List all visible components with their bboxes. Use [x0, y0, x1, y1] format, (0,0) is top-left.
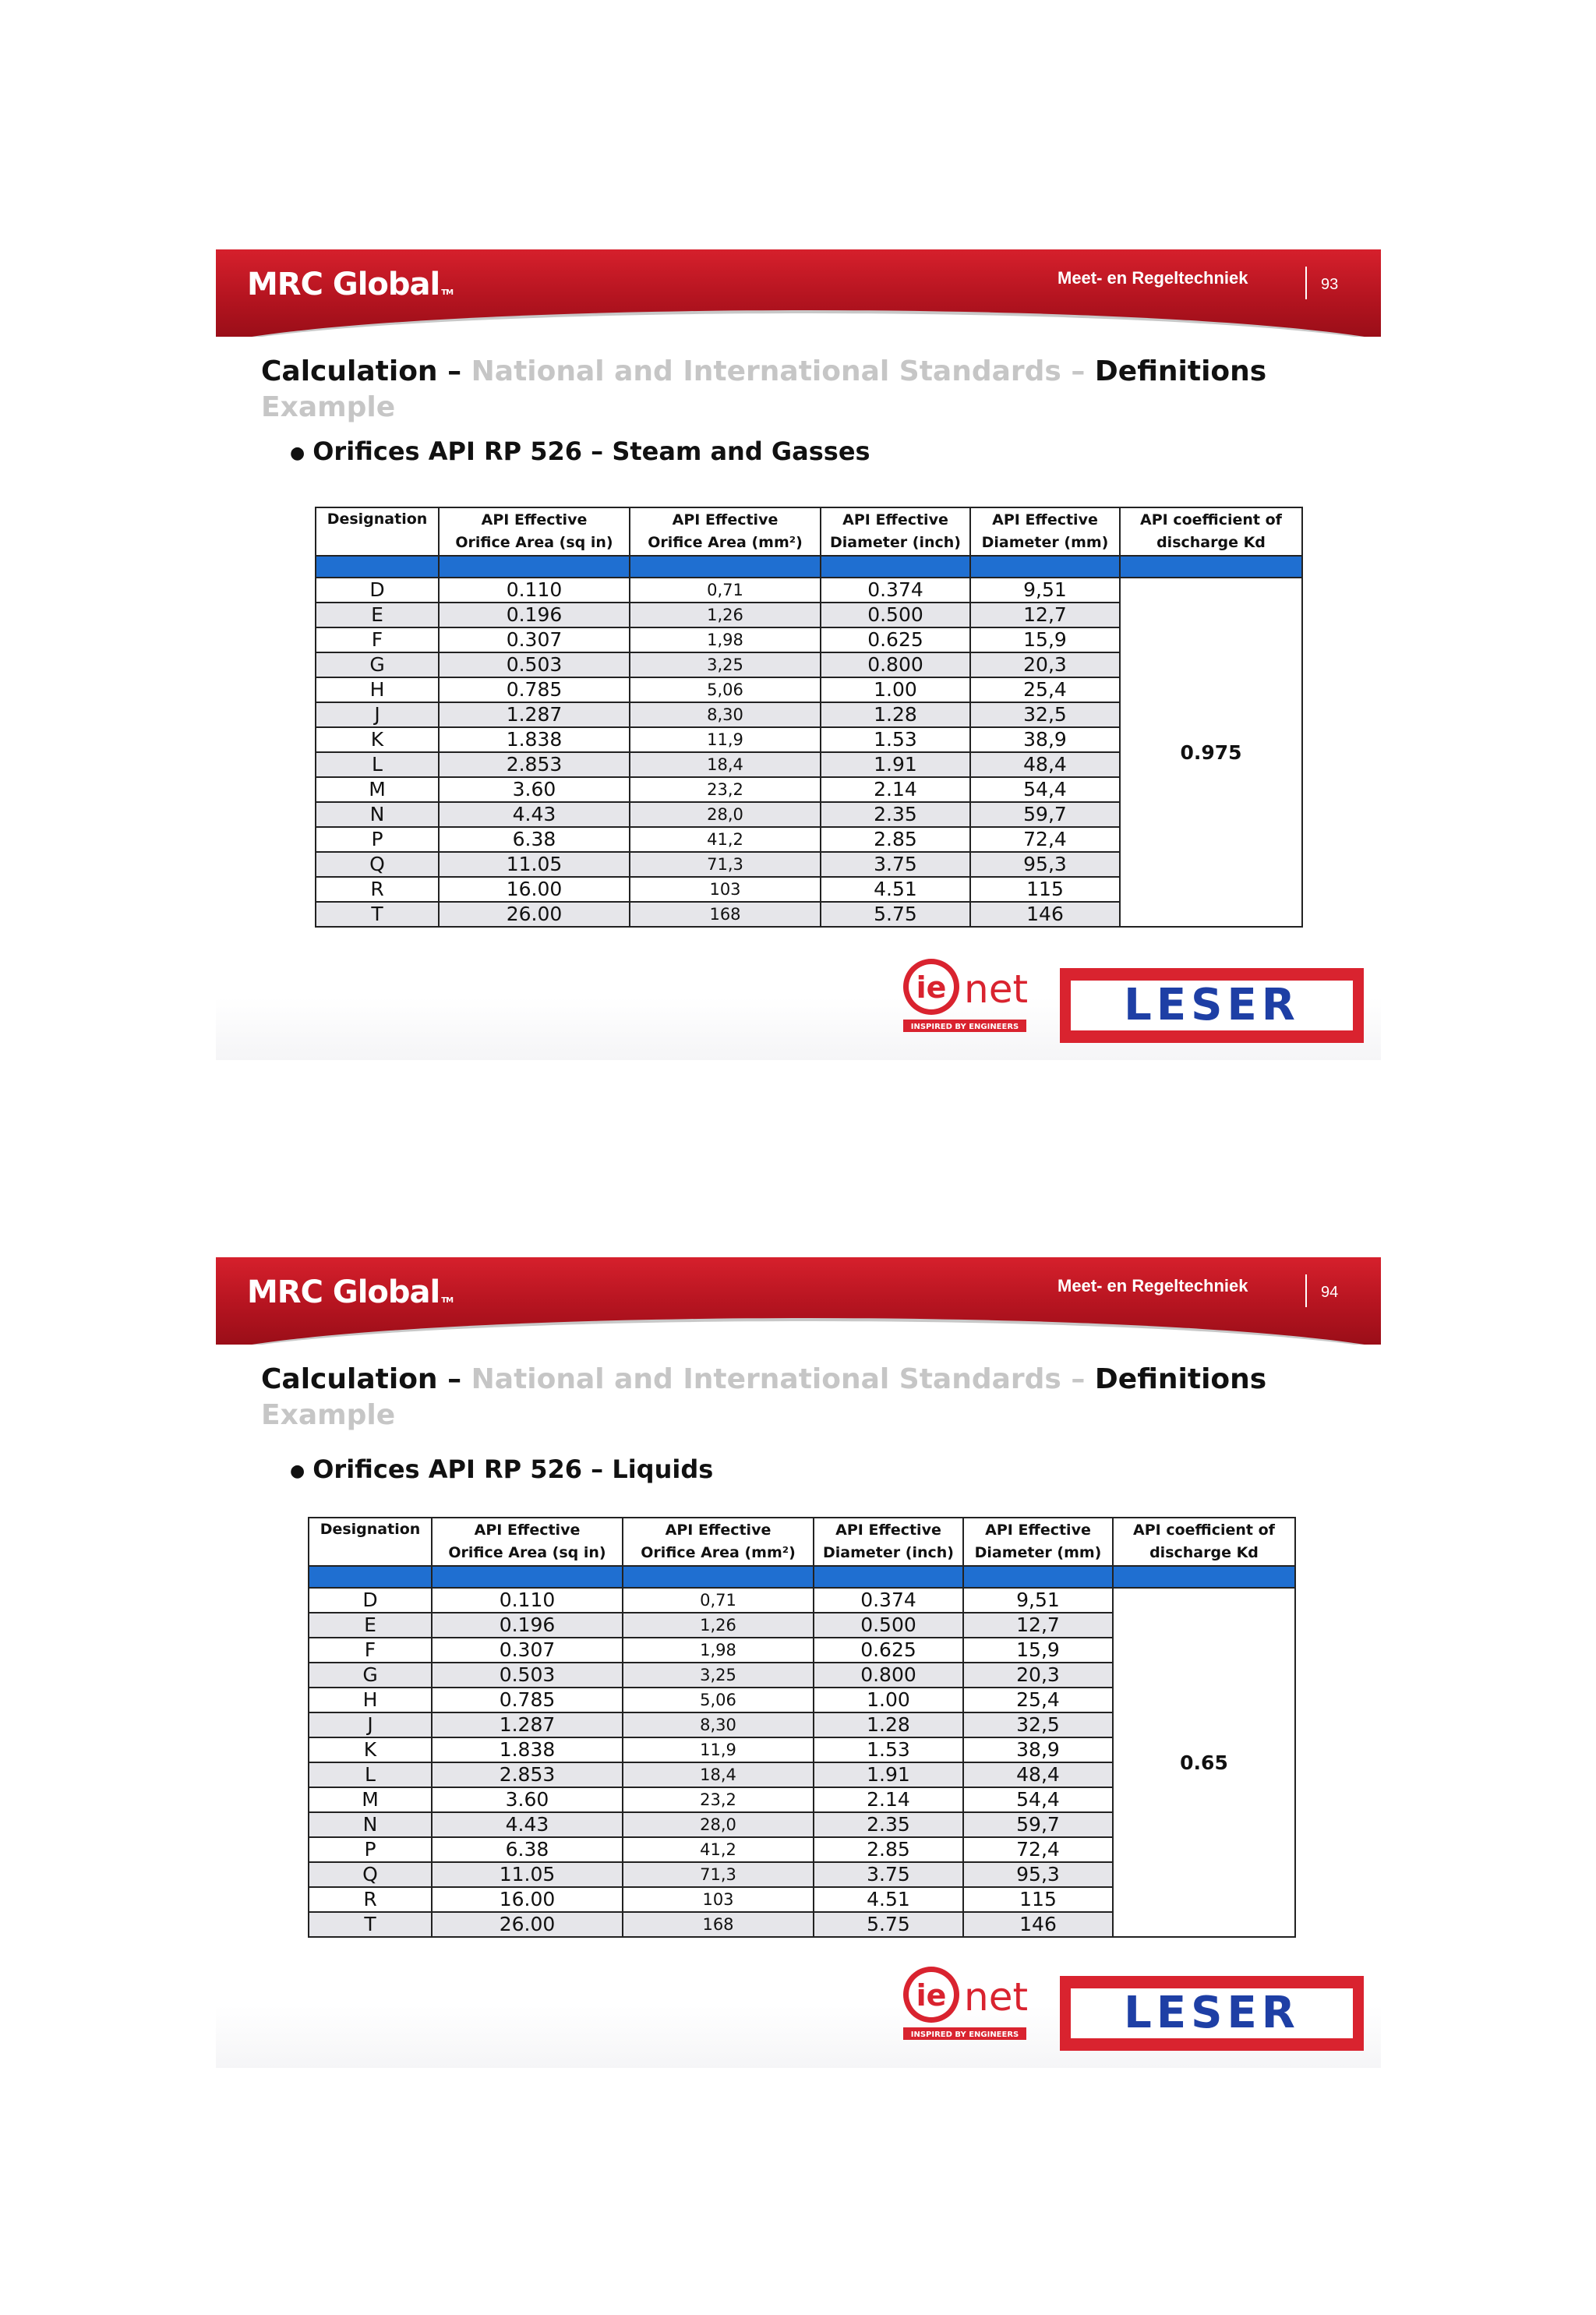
bullet-point [290, 1454, 713, 1484]
column-header [814, 1518, 963, 1566]
table-cell: 0.625 [821, 627, 970, 652]
table-cell: F [309, 1638, 432, 1663]
table-cell: 0.785 [432, 1688, 623, 1712]
table-cell: 72,4 [963, 1837, 1113, 1862]
table-cell: 168 [630, 902, 821, 927]
table-cell: 0.374 [814, 1588, 963, 1613]
table-cell: 11,9 [623, 1737, 814, 1762]
table-cell: 1,98 [623, 1638, 814, 1663]
mrc-global-logo: MRC Global TM [247, 267, 454, 302]
table-cell: 1.91 [821, 752, 970, 777]
table-cell: 115 [970, 877, 1120, 902]
table-cell: 23,2 [623, 1787, 814, 1812]
table-row [316, 578, 1302, 603]
column-header-line: API Effective [474, 1522, 581, 1539]
table-cell: 48,4 [970, 752, 1120, 777]
table-cell: 11.05 [439, 852, 630, 877]
table-cell: 2.35 [821, 802, 970, 827]
table-cell: 5.75 [821, 902, 970, 927]
table-cell: H [309, 1688, 432, 1712]
bullet-text: Orifices API RP 526 – Liquids [312, 1454, 714, 1484]
table-cell: 3.60 [439, 777, 630, 802]
table-cell: 20,3 [963, 1663, 1113, 1688]
table-cell: 4.51 [821, 877, 970, 902]
table-cell: 0,71 [630, 578, 821, 603]
table-cell: 2.14 [814, 1787, 963, 1812]
table-cell: 41,2 [630, 827, 821, 852]
title-part: Calculation – [261, 1363, 471, 1395]
table-cell: 0.196 [432, 1613, 623, 1638]
table-cell: 2.853 [432, 1762, 623, 1787]
table-cell: 0.785 [439, 677, 630, 702]
leser-logo [1060, 968, 1364, 1043]
table-cell: E [316, 603, 439, 627]
table-cell: 28,0 [630, 802, 821, 827]
column-header-line: API Effective [481, 511, 588, 528]
bullet-dot-icon: ● [290, 443, 305, 463]
column-header-line: API coefficient of [1133, 1522, 1275, 1539]
table-cell: 48,4 [963, 1762, 1113, 1787]
table-cell: 3,25 [630, 652, 821, 677]
table-cell: 1.00 [821, 677, 970, 702]
separator-cell [432, 1566, 623, 1588]
table-cell: M [316, 777, 439, 802]
title-part: Definitions [1094, 355, 1267, 387]
table-cell: 4.51 [814, 1887, 963, 1912]
ienet-word: net [964, 1974, 1029, 2020]
table-cell: 59,7 [963, 1812, 1113, 1837]
table-cell: 1,26 [630, 603, 821, 627]
column-header [630, 507, 821, 556]
table-cell: 11.05 [432, 1862, 623, 1887]
table-cell: 26.00 [432, 1912, 623, 1937]
table-cell: J [309, 1712, 432, 1737]
table-cell: 1.287 [432, 1712, 623, 1737]
orifice-table [308, 1517, 1296, 1938]
table-cell: 38,9 [970, 727, 1120, 752]
column-header-line: API Effective [842, 511, 948, 528]
table-cell: 5.75 [814, 1912, 963, 1937]
table-cell: 6.38 [439, 827, 630, 852]
page-number: 93 [1321, 276, 1339, 293]
table-cell: 5,06 [630, 677, 821, 702]
table-cell: E [309, 1613, 432, 1638]
table-cell: L [309, 1762, 432, 1787]
table-cell: 9,51 [970, 578, 1120, 603]
column-header-line: API Effective [672, 511, 779, 528]
table-cell: 28,0 [623, 1812, 814, 1837]
table-cell: 0.307 [439, 627, 630, 652]
table-cell: 71,3 [630, 852, 821, 877]
table-cell: 2.85 [814, 1837, 963, 1862]
table-cell: D [309, 1588, 432, 1613]
table-cell: 1,98 [630, 627, 821, 652]
table-cell: 12,7 [970, 603, 1120, 627]
table-cell: 146 [963, 1912, 1113, 1937]
table-cell: 1,26 [623, 1613, 814, 1638]
bullet-dot-icon: ● [290, 1461, 305, 1481]
table-cell: 1.53 [814, 1737, 963, 1762]
page-separator [1305, 1274, 1307, 1307]
table-cell: 0.500 [814, 1613, 963, 1638]
table-cell: P [309, 1837, 432, 1862]
column-header-line: discharge Kd [1149, 1544, 1259, 1561]
table-cell: M [309, 1787, 432, 1812]
separator-cell [814, 1566, 963, 1588]
table-cell: R [309, 1887, 432, 1912]
table-cell: 26.00 [439, 902, 630, 927]
header-banner [216, 249, 1381, 337]
column-header [1113, 1518, 1295, 1566]
table-cell: 1.287 [439, 702, 630, 727]
table-cell: 0.307 [432, 1638, 623, 1663]
page-separator [1305, 267, 1307, 299]
table-cell: 1.838 [432, 1737, 623, 1762]
table-cell: 18,4 [630, 752, 821, 777]
column-header-line: API Effective [985, 1522, 1091, 1539]
separator-cell [963, 1566, 1113, 1588]
table-cell: L [316, 752, 439, 777]
title-part-grey: National and International Standards – [471, 355, 1095, 387]
table-cell: 18,4 [623, 1762, 814, 1787]
column-header [623, 1518, 814, 1566]
title-part: Calculation – [261, 355, 471, 387]
table-cell: 11,9 [630, 727, 821, 752]
discharge-coefficient-cell: 0.975 [1120, 578, 1302, 927]
page-number: 94 [1321, 1284, 1339, 1301]
table-cell: 54,4 [963, 1787, 1113, 1812]
leser-logo-text: LESER [1124, 980, 1300, 1030]
column-header [432, 1518, 623, 1566]
table-cell: 2.14 [821, 777, 970, 802]
table-cell: T [309, 1912, 432, 1937]
table-cell: R [316, 877, 439, 902]
column-header-line: Orifice Area (sq in) [455, 534, 613, 551]
column-header-line: Diameter (mm) [981, 534, 1109, 551]
separator-cell [1120, 556, 1302, 578]
table-cell: 25,4 [970, 677, 1120, 702]
mrc-global-logo: MRC Global TM [247, 1274, 454, 1310]
table-cell: 0.110 [439, 578, 630, 603]
separator-cell [439, 556, 630, 578]
table-cell: T [316, 902, 439, 927]
table-cell: 2.35 [814, 1812, 963, 1837]
column-header [963, 1518, 1113, 1566]
column-header [439, 507, 630, 556]
title-part-grey: National and International Standards – [471, 1363, 1095, 1395]
table-cell: 0.374 [821, 578, 970, 603]
table-cell: N [316, 802, 439, 827]
table-cell: 168 [623, 1912, 814, 1937]
table-cell: K [309, 1737, 432, 1762]
table-cell: Q [309, 1862, 432, 1887]
table-cell: 1.28 [821, 702, 970, 727]
table-cell: 2.853 [439, 752, 630, 777]
table-cell: 1.53 [821, 727, 970, 752]
table-cell: 59,7 [970, 802, 1120, 827]
table-cell: 0,71 [623, 1588, 814, 1613]
slide-title [261, 1362, 1352, 1433]
table-cell: 3,25 [623, 1663, 814, 1688]
table-cell: 1.91 [814, 1762, 963, 1787]
table-cell: 6.38 [432, 1837, 623, 1862]
ienet-mark: ie [916, 970, 947, 1005]
table-cell: 1.00 [814, 1688, 963, 1712]
ienet-tagline: INSPIRED BY ENGINEERS [910, 1023, 1019, 1031]
column-header-line: API Effective [665, 1522, 772, 1539]
table-cell: 20,3 [970, 652, 1120, 677]
table-cell: 0.500 [821, 603, 970, 627]
table-cell: Q [316, 852, 439, 877]
blue-separator-row [316, 556, 1302, 578]
orifice-table [315, 507, 1303, 928]
table-cell: 72,4 [970, 827, 1120, 852]
table-cell: 1.28 [814, 1712, 963, 1737]
table-cell: 54,4 [970, 777, 1120, 802]
banner-swoosh [216, 310, 1381, 337]
separator-cell [309, 1566, 432, 1588]
table-cell: 16.00 [439, 877, 630, 902]
column-header [316, 507, 439, 556]
table-cell: K [316, 727, 439, 752]
table-cell: 1.838 [439, 727, 630, 752]
table-cell: 32,5 [970, 702, 1120, 727]
table-cell: 4.43 [432, 1812, 623, 1837]
table-cell: 0.800 [821, 652, 970, 677]
table-header-row [309, 1518, 1295, 1566]
ienet-mark: ie [916, 1978, 947, 2013]
discharge-coefficient-cell: 0.65 [1113, 1588, 1295, 1937]
column-header-line: API Effective [835, 1522, 941, 1539]
table-cell: 0.625 [814, 1638, 963, 1663]
table-cell: F [316, 627, 439, 652]
table-cell: 3.60 [432, 1787, 623, 1812]
column-header-line: Diameter (mm) [974, 1544, 1102, 1561]
table-cell: 2.85 [821, 827, 970, 852]
department-label: Meet- en Regeltechniek [1058, 1276, 1248, 1295]
bullet-text: Orifices API RP 526 – Steam and Gasses [312, 436, 870, 466]
table-cell: 103 [623, 1887, 814, 1912]
table-cell: G [309, 1663, 432, 1688]
column-header-line: Orifice Area (mm²) [641, 1544, 796, 1561]
table-cell: 15,9 [970, 627, 1120, 652]
column-header-line: Orifice Area (sq in) [448, 1544, 606, 1561]
title-subtitle: Example [261, 1399, 396, 1431]
table-cell: 71,3 [623, 1862, 814, 1887]
table-cell: 0.800 [814, 1663, 963, 1688]
department-label: Meet- en Regeltechniek [1058, 268, 1248, 288]
column-header-line: Designation [320, 1521, 421, 1538]
column-header-line: Orifice Area (mm²) [648, 534, 803, 551]
blue-separator-row [309, 1566, 1295, 1588]
column-header-line: discharge Kd [1156, 534, 1266, 551]
column-header [821, 507, 970, 556]
table-cell: 3.75 [814, 1862, 963, 1887]
table-cell: 103 [630, 877, 821, 902]
table-cell: P [316, 827, 439, 852]
table-cell: 12,7 [963, 1613, 1113, 1638]
separator-cell [623, 1566, 814, 1588]
separator-cell [630, 556, 821, 578]
table-cell: 0.503 [439, 652, 630, 677]
table-cell: J [316, 702, 439, 727]
column-header-line: Diameter (inch) [823, 1544, 954, 1561]
table-cell: N [309, 1812, 432, 1837]
separator-cell [1113, 1566, 1295, 1588]
title-subtitle: Example [261, 391, 396, 423]
table-header-row [316, 507, 1302, 556]
column-header [970, 507, 1120, 556]
leser-logo-text: LESER [1124, 1988, 1300, 2038]
table-row [309, 1588, 1295, 1613]
column-header-line: API coefficient of [1140, 511, 1282, 528]
table-cell: 16.00 [432, 1887, 623, 1912]
header-banner [216, 1257, 1381, 1345]
slide-93 [216, 249, 1381, 1060]
ienet-tagline: INSPIRED BY ENGINEERS [910, 2030, 1019, 2039]
table-cell: 23,2 [630, 777, 821, 802]
table-cell: 4.43 [439, 802, 630, 827]
ienet-logo [902, 1959, 1038, 2045]
banner-swoosh [216, 1318, 1381, 1345]
column-header-line: Designation [327, 511, 428, 528]
table-cell: D [316, 578, 439, 603]
bullet-point [290, 436, 870, 466]
table-cell: 41,2 [623, 1837, 814, 1862]
table-cell: G [316, 652, 439, 677]
table-cell: 3.75 [821, 852, 970, 877]
column-header-line: Diameter (inch) [830, 534, 961, 551]
leser-logo [1060, 1976, 1364, 2051]
table-cell: 95,3 [970, 852, 1120, 877]
table-cell: 8,30 [623, 1712, 814, 1737]
separator-cell [821, 556, 970, 578]
slide-94 [216, 1257, 1381, 2068]
title-part: Definitions [1094, 1363, 1267, 1395]
table-cell: 5,06 [623, 1688, 814, 1712]
table-cell: 38,9 [963, 1737, 1113, 1762]
ienet-logo [902, 951, 1038, 1037]
separator-cell [970, 556, 1120, 578]
table-cell: H [316, 677, 439, 702]
table-cell: 15,9 [963, 1638, 1113, 1663]
separator-cell [316, 556, 439, 578]
table-cell: 146 [970, 902, 1120, 927]
table-cell: 8,30 [630, 702, 821, 727]
table-cell: 115 [963, 1887, 1113, 1912]
table-cell: 25,4 [963, 1688, 1113, 1712]
column-header-line: API Effective [992, 511, 1098, 528]
table-cell: 0.503 [432, 1663, 623, 1688]
slide-title [261, 354, 1352, 426]
table-cell: 32,5 [963, 1712, 1113, 1737]
column-header [1120, 507, 1302, 556]
table-cell: 0.196 [439, 603, 630, 627]
column-header [309, 1518, 432, 1566]
table-cell: 0.110 [432, 1588, 623, 1613]
table-cell: 95,3 [963, 1862, 1113, 1887]
ienet-word: net [964, 967, 1029, 1012]
table-cell: 9,51 [963, 1588, 1113, 1613]
